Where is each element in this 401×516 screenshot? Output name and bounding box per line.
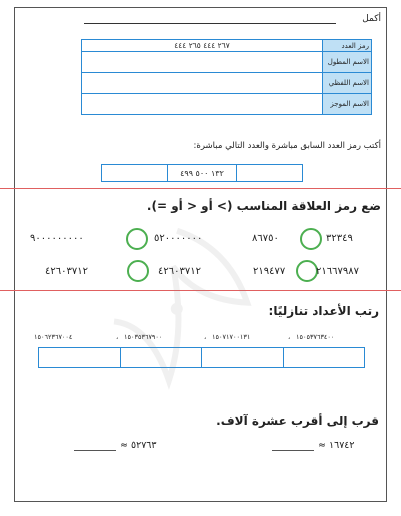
prev-next-table [101, 164, 303, 182]
previous-number-field[interactable] [236, 165, 302, 182]
compare-number: ٨٦٧٥٠ [252, 233, 279, 244]
compare-number: ٢١٦٦٧٩٨٧ [316, 266, 359, 277]
order-instruction: رتب الأعداد تنازليًا: [268, 304, 379, 318]
round-number: ≈ ٥٢٧٦٣ [120, 440, 157, 451]
round-number: ≈ ١٦٧٤٢ [318, 440, 355, 451]
round-answer-blank[interactable] [272, 440, 314, 451]
comma-separator: ، [116, 333, 119, 341]
order-number: ١٥٠٥٣٧٦٣٤٠٠ [296, 333, 335, 341]
row-label-expanded: الاسم المطول [323, 52, 372, 73]
round-item [74, 440, 157, 451]
row-label-short: الاسم الموجز [323, 94, 372, 115]
number-symbol-value: ٢٦٧ ٤٤٤ ٢٦٥ ٤٤٤ [82, 40, 323, 52]
order-answer-cell[interactable] [283, 348, 365, 368]
next-number-field[interactable] [102, 165, 168, 182]
round-answer-blank[interactable] [74, 440, 116, 451]
compare-number: ٢١٩٤٧٧ [253, 266, 286, 277]
order-number: ١٥٠٦٢٣٦٧٠٠٤ [34, 333, 73, 341]
complete-label: أكمل [362, 14, 381, 24]
compare-answer-circle[interactable] [126, 228, 148, 250]
short-name-field[interactable] [82, 94, 323, 115]
compare-answer-circle[interactable] [300, 228, 322, 250]
expanded-name-field[interactable] [82, 52, 323, 73]
compare-number: ٩٠٠٠٠٠٠٠٠٠ [30, 233, 84, 244]
row-label-symbol: رمز العدد [323, 40, 372, 52]
prev-next-instruction: أكتب رمز العدد السابق مباشرة والعدد التالي مباشرة: [193, 141, 381, 151]
order-number: ١٥٠٣٥٣٦٧٩٠٠ [124, 333, 163, 341]
compare-number: ٣٢٣٤٩ [326, 233, 353, 244]
row-label-verbal: الاسم اللفظي [323, 73, 372, 94]
comma-separator: ، [204, 333, 207, 341]
verbal-name-field[interactable] [82, 73, 323, 94]
compare-number: ٥٢٠٠٠٠٠٠٠ [154, 233, 203, 244]
section-divider [0, 188, 401, 189]
round-item [272, 440, 355, 451]
compare-answer-circle[interactable] [296, 260, 318, 282]
round-instruction: قرب إلى أقرب عشرة آلاف. [216, 414, 379, 428]
compare-number: ٤٢٦٠٣٧١٢ [45, 266, 88, 277]
given-number: ١٣٢ ٥٠٠ ٤٩٩ [168, 165, 236, 182]
order-number: ١٥٠٧١٧٠٠١٣١ [212, 333, 251, 341]
comma-separator: ، [288, 333, 291, 341]
compare-number: ٤٢٦٠٣٧١٢ [158, 266, 201, 277]
place-value-table [81, 39, 372, 115]
order-answer-cell[interactable] [39, 348, 121, 368]
header-line [84, 23, 336, 24]
compare-instruction: ضع رمز العلاقة المناسب (> أو < أو =). [146, 199, 381, 213]
